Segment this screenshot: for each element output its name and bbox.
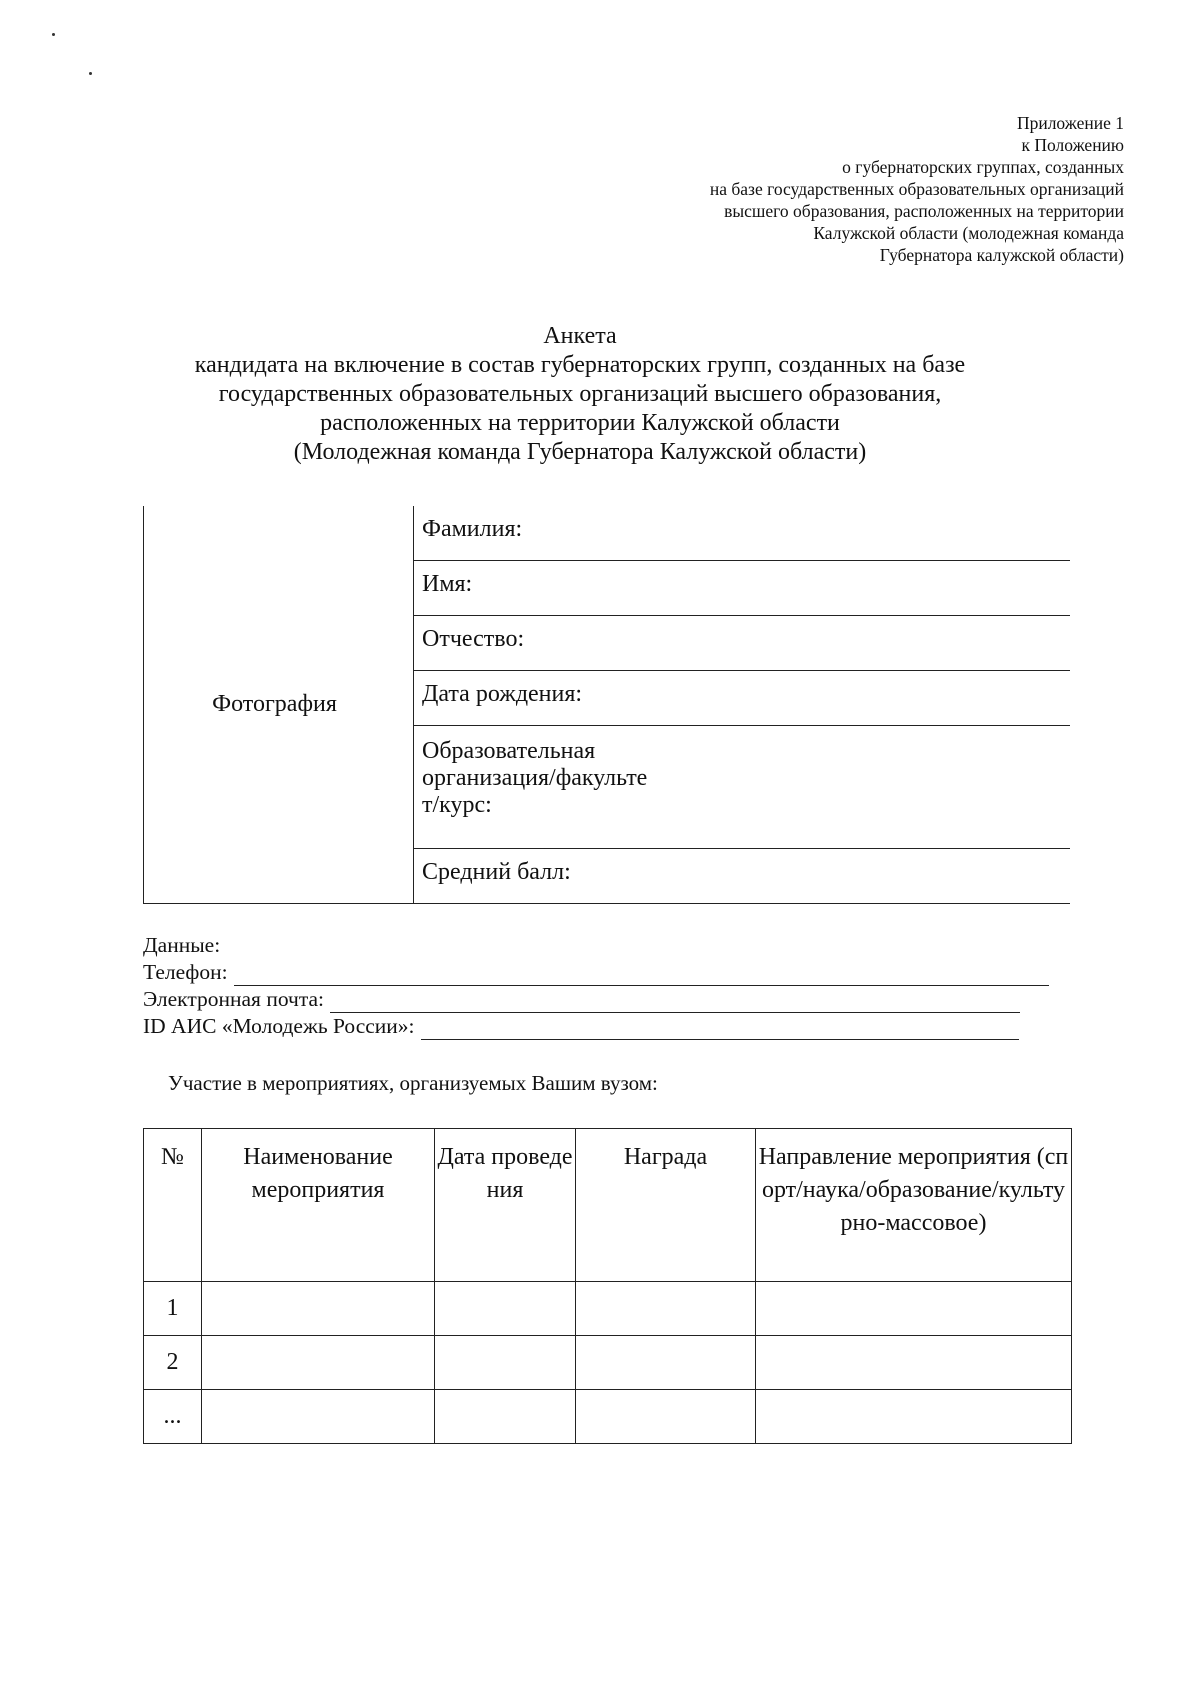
table-cell[interactable] xyxy=(435,1336,576,1390)
phone-line xyxy=(143,959,1063,986)
email-line xyxy=(143,986,1063,1013)
phone-input-line[interactable] xyxy=(234,966,1049,986)
field-label: Средний балл: xyxy=(422,859,571,885)
table-cell[interactable] xyxy=(435,1282,576,1336)
patronymic-field[interactable] xyxy=(414,616,1071,671)
birth-date-field[interactable] xyxy=(414,671,1071,726)
first-name-field[interactable] xyxy=(414,561,1071,616)
row-number: 2 xyxy=(144,1336,202,1390)
photo-label: Фотография xyxy=(212,691,337,717)
contacts-heading: Данные: xyxy=(143,933,221,957)
scan-speck xyxy=(89,72,92,75)
photo-cell[interactable] xyxy=(144,506,414,904)
header-event-name: Наименование мероприятия xyxy=(202,1129,435,1282)
table-cell[interactable] xyxy=(576,1282,756,1336)
field-label: Дата рождения: xyxy=(422,681,583,707)
ais-id-label: ID АИС «Молодежь России»: xyxy=(143,1014,415,1038)
table-cell[interactable] xyxy=(756,1336,1072,1390)
table-cell[interactable] xyxy=(202,1282,435,1336)
scan-speck xyxy=(52,33,55,36)
row-number: ... xyxy=(144,1390,202,1444)
table-cell[interactable] xyxy=(756,1390,1072,1444)
table-cell[interactable] xyxy=(576,1336,756,1390)
ais-id-line xyxy=(143,1013,1063,1040)
appendix-note xyxy=(524,112,1124,266)
field-label: Образовательная организация/факульте т/курс: xyxy=(422,738,648,818)
title-line: (Молодежная команда Губернатора Калужской области) xyxy=(293,439,867,465)
appendix-line: к Положению xyxy=(1021,135,1124,155)
surname-field[interactable] xyxy=(414,506,1071,561)
table-cell[interactable] xyxy=(435,1390,576,1444)
field-label: Имя: xyxy=(422,571,473,597)
header-event-date: Дата проведения xyxy=(435,1129,576,1282)
gpa-field[interactable] xyxy=(414,849,1071,904)
form-title xyxy=(130,322,1030,467)
table-row xyxy=(144,1390,1072,1444)
appendix-line: о губернаторских группах, созданных xyxy=(842,157,1124,177)
personal-data-table xyxy=(143,506,1070,904)
appendix-line: Приложение 1 xyxy=(1016,113,1124,133)
header-number: № xyxy=(144,1129,202,1282)
appendix-line: Калужской области (молодежная команда xyxy=(813,223,1124,243)
header-award: Награда xyxy=(576,1129,756,1282)
events-table xyxy=(143,1128,1072,1444)
title-line: государственных образовательных организаций высшего образования, xyxy=(218,381,942,407)
email-input-line[interactable] xyxy=(330,993,1020,1013)
field-label: Фамилия: xyxy=(422,516,523,542)
title-line: расположенных на территории Калужской области xyxy=(320,410,840,436)
table-cell[interactable] xyxy=(202,1390,435,1444)
phone-label: Телефон: xyxy=(143,960,228,984)
events-header-row xyxy=(144,1129,1072,1282)
contacts-block xyxy=(143,932,1063,1040)
header-direction: Направление мероприятия (спорт/наука/образование/культурно-массовое) xyxy=(756,1129,1072,1282)
title-line: кандидата на включение в состав губернаторских групп, созданных на базе xyxy=(194,352,966,378)
appendix-line: на базе государственных образовательных организаций xyxy=(709,179,1124,199)
appendix-line: высшего образования, расположенных на территории xyxy=(724,201,1124,221)
table-cell[interactable] xyxy=(202,1336,435,1390)
education-field[interactable] xyxy=(414,726,1071,849)
ais-id-input-line[interactable] xyxy=(421,1020,1019,1040)
table-row xyxy=(144,1282,1072,1336)
participation-text: Участие в мероприятиях, организуемых Вашим вузом: xyxy=(168,1071,658,1095)
table-row xyxy=(144,1336,1072,1390)
row-number: 1 xyxy=(144,1282,202,1336)
field-label: Отчество: xyxy=(422,626,525,652)
table-cell[interactable] xyxy=(756,1282,1072,1336)
contacts-heading-line xyxy=(143,932,1063,959)
table-cell[interactable] xyxy=(576,1390,756,1444)
title-line: Анкета xyxy=(543,323,617,349)
email-label: Электронная почта: xyxy=(143,987,325,1011)
appendix-line: Губернатора калужской области) xyxy=(879,245,1124,265)
